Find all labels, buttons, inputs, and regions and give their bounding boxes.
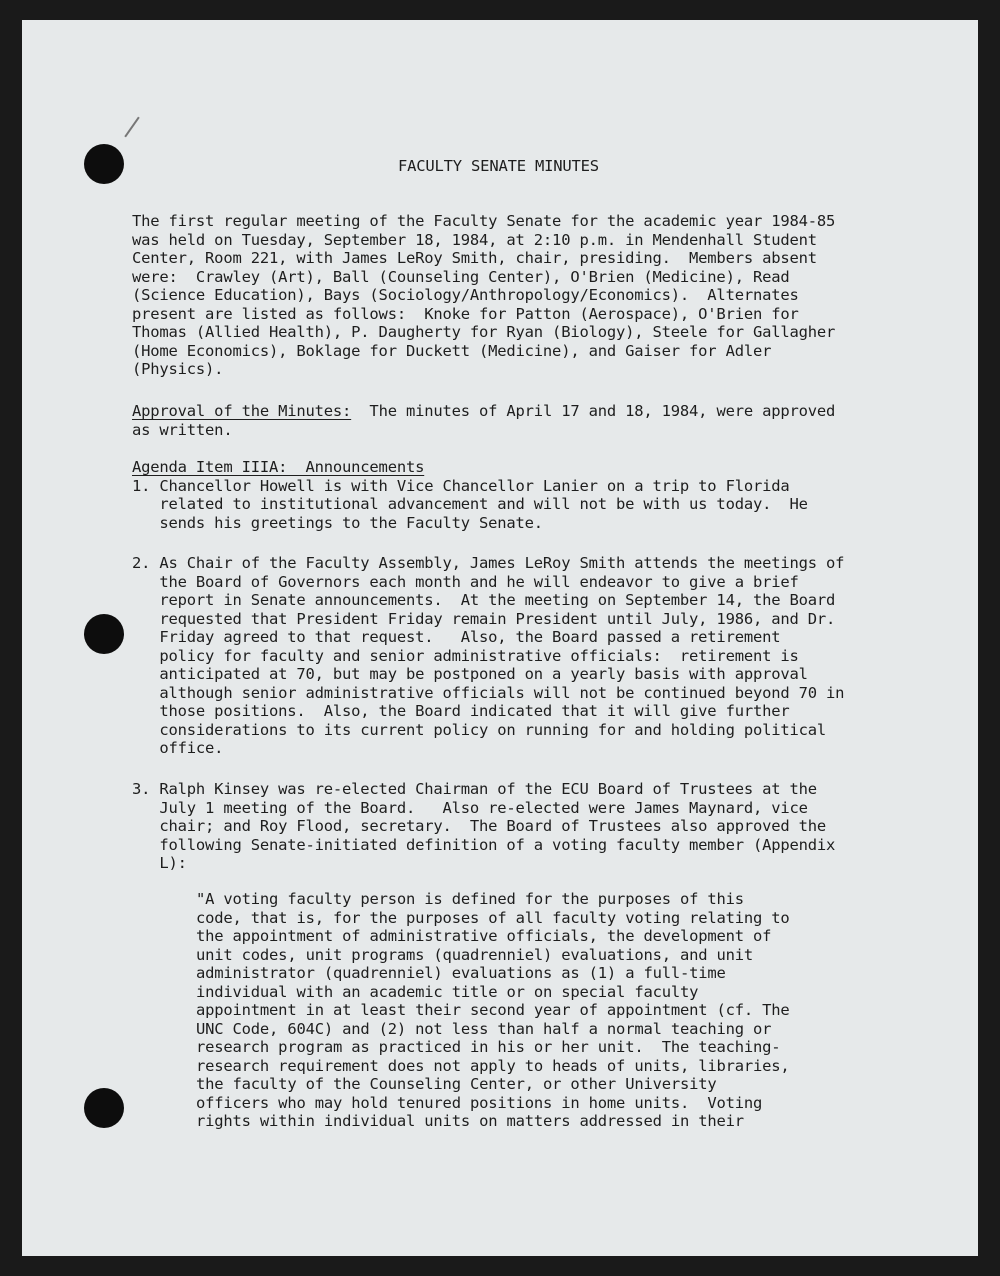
- item3-line: July 1 meeting of the Board. Also re-elected were James Maynard, vice: [132, 798, 808, 817]
- intro-line: (Home Economics), Boklage for Duckett (Medicine), and Gaiser for Adler: [132, 341, 772, 360]
- item2-line: anticipated at 70, but may be postponed on a yearly basis with approval: [132, 665, 808, 683]
- intro-paragraph: [132, 212, 835, 379]
- punch-hole-top: [84, 144, 124, 184]
- item2-line: the Board of Governors each month and he will endeavor to give a brief: [132, 572, 799, 591]
- item3-line: 3. Ralph Kinsey was re-elected Chairman of the ECU Board of Trustees at the: [132, 780, 817, 798]
- quote-line: unit codes, unit programs (quadrenniel) evaluations, and unit: [196, 945, 754, 964]
- quote-line: code, that is, for the purposes of all faculty voting relating to: [196, 908, 790, 927]
- announcements-section: [132, 458, 808, 532]
- punch-hole-bottom: [84, 1088, 124, 1128]
- item2-line: report in Senate announcements. At the meeting on September 14, the Board: [132, 591, 836, 609]
- approval-section: [132, 402, 835, 439]
- announcements-heading: Agenda Item IIIA: Announcements: [132, 458, 425, 476]
- quote-line: research program as practiced in his or her unit. The teaching-: [196, 1038, 781, 1056]
- item2-line: considerations to its current policy on running for and holding political: [132, 720, 827, 739]
- quote-line: administrator (quadrenniel) evaluations as (1) a full-time: [196, 964, 726, 982]
- document-page: [22, 20, 978, 1256]
- item1-line: sends his greetings to the Faculty Senate.: [132, 513, 543, 532]
- item2-line: Friday agreed to that request. Also, the Board passed a retirement: [132, 628, 781, 646]
- item3-line: following Senate-initiated definition of a voting faculty member (Appendix: [132, 835, 836, 854]
- intro-line: Center, Room 221, with James LeRoy Smith, chair, presiding. Members absent: [132, 249, 817, 267]
- quote-line: "A voting faculty person is defined for the purposes of this: [196, 890, 744, 908]
- item2-line: 2. As Chair of the Faculty Assembly, James LeRoy Smith attends the meetings of: [132, 554, 845, 572]
- intro-line: present are listed as follows: Knoke for Patton (Aerospace), O'Brien for: [132, 304, 799, 323]
- announcement-item-3: [132, 780, 835, 873]
- item1-line: 1. Chancellor Howell is with Vice Chancellor Lanier on a trip to Florida: [132, 476, 790, 495]
- item1-line: related to institutional advancement and will not be with us today. He: [132, 495, 808, 513]
- quote-line: individual with an academic title or on special faculty: [196, 982, 699, 1001]
- intro-line: were: Crawley (Art), Ball (Counseling Center), O'Brien (Medicine), Read: [132, 267, 790, 286]
- quote-line: rights within individual units on matters addressed in their: [196, 1112, 744, 1130]
- approval-text: as written.: [132, 420, 233, 439]
- quote-line: officers who may hold tenured positions in home units. Voting: [196, 1093, 763, 1112]
- intro-line: was held on Tuesday, September 18, 1984, at 2:10 p.m. in Mendenhall Student: [132, 230, 817, 249]
- item3-line: chair; and Roy Flood, secretary. The Board of Trustees also approved the: [132, 817, 827, 835]
- intro-line: Thomas (Allied Health), P. Daugherty for Ryan (Biology), Steele for Gallagher: [132, 323, 836, 341]
- announcement-item-2: [132, 554, 844, 758]
- voting-faculty-definition-quote: [196, 890, 790, 1131]
- item2-line: policy for faculty and senior administrative officials: retirement is: [132, 646, 799, 665]
- item2-line: those positions. Also, the Board indicated that it will give further: [132, 702, 790, 720]
- intro-line: The first regular meeting of the Faculty Senate for the academic year 1984-85: [132, 212, 836, 230]
- item2-line: although senior administrative officials will not be continued beyond 70 in: [132, 683, 845, 702]
- approval-text: The minutes of April 17 and 18, 1984, were approved: [351, 402, 836, 420]
- approval-heading: Approval of the Minutes:: [132, 402, 352, 420]
- quote-line: the faculty of the Counseling Center, or other University: [196, 1075, 717, 1093]
- page-title: FACULTY SENATE MINUTES: [398, 157, 599, 175]
- quote-line: appointment in at least their second year of appointment (cf. The: [196, 1001, 790, 1019]
- intro-line: (Physics).: [132, 360, 224, 378]
- quote-line: research requirement does not apply to heads of units, libraries,: [196, 1056, 790, 1075]
- quote-line: the appointment of administrative officials, the development of: [196, 927, 772, 945]
- quote-line: UNC Code, 604C) and (2) not less than half a normal teaching or: [196, 1019, 772, 1038]
- pen-mark: [124, 117, 139, 138]
- item2-line: office.: [132, 739, 224, 757]
- punch-hole-middle: [84, 614, 124, 654]
- item3-line: L):: [132, 854, 187, 872]
- intro-line: (Science Education), Bays (Sociology/Anthropology/Economics). Alternates: [132, 286, 799, 304]
- item2-line: requested that President Friday remain President until July, 1986, and Dr.: [132, 609, 836, 628]
